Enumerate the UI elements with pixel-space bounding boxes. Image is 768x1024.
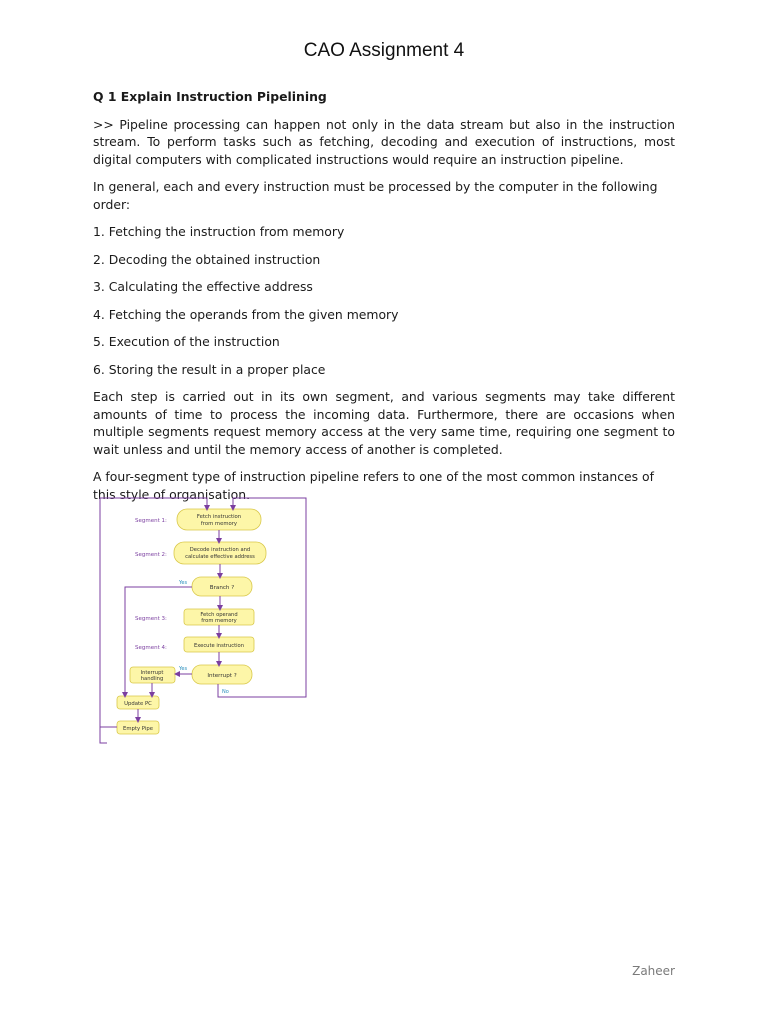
- branch-yes-label: Yes: [179, 580, 188, 586]
- execute-text: Execute instruction: [193, 643, 245, 649]
- interrupt-handling-text-2: handling: [140, 676, 164, 682]
- four-segment-paragraph: A four-segment type of instruction pipeline refers to one of the most common instances of this style of organisation.: [93, 469, 654, 502]
- loop-empty-pipe-bottom: [100, 727, 117, 743]
- step-item: 4. Fetching the operands from the given memory: [93, 306, 399, 322]
- step-item: 1. Fetching the instruction from memory: [93, 224, 345, 239]
- footer-author: Zaheer: [632, 964, 675, 978]
- flowchart-svg: [95, 493, 310, 748]
- fetch-instruction-text: Fetch instruction: [196, 514, 242, 520]
- segment2-label: Segment 2:: [135, 552, 167, 558]
- intro-paragraph: >> Pipeline processing can happen not only in the data stream but also in the instruction stream. To perform tasks such as fetching, decoding and execution of instructions, most digital computers with complicated instructions would require an instruction pipeline.: [93, 116, 675, 167]
- pipeline-flowchart: [95, 493, 310, 748]
- interrupt-handling-text: Interrupt: [140, 670, 164, 676]
- interrupt-no-label: No: [222, 689, 229, 695]
- step-item: 3. Calculating the effective address: [93, 279, 313, 294]
- update-pc-text: Update PC: [124, 701, 152, 707]
- order-paragraph: In general, each and every instruction must be processed by the computer in the following order:: [93, 179, 658, 212]
- interrupt-text: Interrupt ?: [207, 673, 237, 679]
- step-item: 5. Execution of the instruction: [93, 334, 280, 349]
- step-item: 2. Decoding the obtained instruction: [93, 251, 321, 267]
- empty-pipe-text: Empty Pipe: [123, 726, 153, 732]
- fetch-instruction-text-2: from memory: [200, 521, 238, 527]
- step-item: 6. Storing the result in a proper place: [93, 361, 326, 377]
- fetch-operand-text: Fetch operand: [200, 612, 238, 618]
- segment4-label: Segment 4:: [135, 645, 167, 651]
- decode-text: Decode instruction and: [189, 547, 251, 553]
- segment3-label: Segment 3:: [135, 616, 167, 622]
- segment1-label: Segment 1:: [135, 518, 167, 524]
- document-body: [93, 88, 675, 513]
- branch-text: Branch ?: [209, 585, 235, 591]
- document-title: CAO Assignment 4: [303, 40, 465, 61]
- segments-paragraph: Each step is carried out in its own segment, and various segments may take different amounts of time to process the incoming data. Furthermore, there are occasions when multiple segments request memory access at the very same time, requiring one segment to wait unless and until the memory access of another is completed.: [93, 389, 675, 457]
- interrupt-yes-label: Yes: [179, 666, 188, 672]
- decode-box: [174, 542, 266, 564]
- fetch-operand-text-2: from memory: [201, 618, 237, 624]
- question-heading: Q 1 Explain Instruction Pipelining: [93, 89, 327, 104]
- decode-text-2: calculate effective address: [185, 554, 255, 560]
